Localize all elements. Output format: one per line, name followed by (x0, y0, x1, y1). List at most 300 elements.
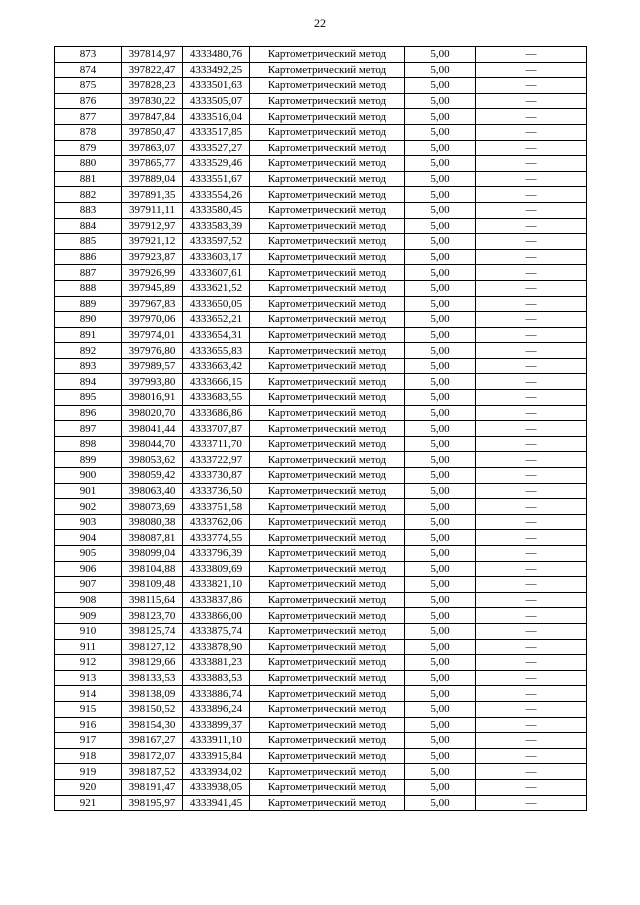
method-cell: Картометрический метод (250, 530, 405, 546)
method-cell: Картометрический метод (250, 312, 405, 328)
description-cell: — (476, 764, 587, 780)
table-row (55, 234, 587, 250)
description-cell: — (476, 483, 587, 499)
precision-cell: 5,00 (405, 312, 476, 328)
y-coordinate-cell: 4333603,17 (183, 249, 250, 265)
description-cell: — (476, 171, 587, 187)
table-row (55, 140, 587, 156)
table-row (55, 748, 587, 764)
y-coordinate-cell: 4333597,52 (183, 234, 250, 250)
description-cell: — (476, 93, 587, 109)
y-coordinate-cell: 4333837,86 (183, 592, 250, 608)
table-row (55, 156, 587, 172)
x-coordinate-cell: 398016,91 (122, 390, 183, 406)
method-cell: Картометрический метод (250, 202, 405, 218)
point-number-cell: 892 (55, 343, 122, 359)
description-cell: — (476, 280, 587, 296)
y-coordinate-cell: 4333527,27 (183, 140, 250, 156)
method-cell: Картометрический метод (250, 234, 405, 250)
table-row (55, 436, 587, 452)
table-row (55, 202, 587, 218)
x-coordinate-cell: 398073,69 (122, 499, 183, 515)
method-cell: Картометрический метод (250, 546, 405, 562)
x-coordinate-cell: 397989,57 (122, 358, 183, 374)
point-number-cell: 910 (55, 623, 122, 639)
description-cell: — (476, 733, 587, 749)
precision-cell: 5,00 (405, 296, 476, 312)
coordinates-table (54, 46, 587, 811)
point-number-cell: 916 (55, 717, 122, 733)
table-row (55, 577, 587, 593)
method-cell: Картометрический метод (250, 374, 405, 390)
y-coordinate-cell: 4333501,63 (183, 78, 250, 94)
precision-cell: 5,00 (405, 374, 476, 390)
y-coordinate-cell: 4333711,70 (183, 436, 250, 452)
table-row (55, 483, 587, 499)
x-coordinate-cell: 398195,97 (122, 795, 183, 811)
point-number-cell: 899 (55, 452, 122, 468)
precision-cell: 5,00 (405, 717, 476, 733)
precision-cell: 5,00 (405, 62, 476, 78)
point-number-cell: 897 (55, 421, 122, 437)
point-number-cell: 883 (55, 202, 122, 218)
x-coordinate-cell: 398172,07 (122, 748, 183, 764)
description-cell: — (476, 795, 587, 811)
x-coordinate-cell: 398150,52 (122, 701, 183, 717)
x-coordinate-cell: 398129,66 (122, 655, 183, 671)
y-coordinate-cell: 4333650,05 (183, 296, 250, 312)
description-cell: — (476, 312, 587, 328)
point-number-cell: 903 (55, 514, 122, 530)
x-coordinate-cell: 397970,06 (122, 312, 183, 328)
method-cell: Картометрический метод (250, 171, 405, 187)
point-number-cell: 915 (55, 701, 122, 717)
table-row (55, 343, 587, 359)
description-cell: — (476, 748, 587, 764)
x-coordinate-cell: 398020,70 (122, 405, 183, 421)
precision-cell: 5,00 (405, 218, 476, 234)
precision-cell: 5,00 (405, 514, 476, 530)
method-cell: Картометрический метод (250, 655, 405, 671)
method-cell: Картометрический метод (250, 156, 405, 172)
description-cell: — (476, 639, 587, 655)
description-cell: — (476, 327, 587, 343)
y-coordinate-cell: 4333866,00 (183, 608, 250, 624)
table-row (55, 47, 587, 63)
table-row (55, 468, 587, 484)
point-number-cell: 895 (55, 390, 122, 406)
table-row (55, 78, 587, 94)
point-number-cell: 907 (55, 577, 122, 593)
description-cell: — (476, 62, 587, 78)
table-row (55, 655, 587, 671)
description-cell: — (476, 561, 587, 577)
precision-cell: 5,00 (405, 546, 476, 562)
table-row (55, 623, 587, 639)
y-coordinate-cell: 4333529,46 (183, 156, 250, 172)
point-number-cell: 890 (55, 312, 122, 328)
x-coordinate-cell: 397923,87 (122, 249, 183, 265)
precision-cell: 5,00 (405, 156, 476, 172)
table-row (55, 312, 587, 328)
x-coordinate-cell: 397847,84 (122, 109, 183, 125)
method-cell: Картометрический метод (250, 327, 405, 343)
precision-cell: 5,00 (405, 530, 476, 546)
method-cell: Картометрический метод (250, 280, 405, 296)
point-number-cell: 878 (55, 124, 122, 140)
description-cell: — (476, 701, 587, 717)
table-row (55, 514, 587, 530)
precision-cell: 5,00 (405, 452, 476, 468)
description-cell: — (476, 499, 587, 515)
y-coordinate-cell: 4333654,31 (183, 327, 250, 343)
x-coordinate-cell: 398154,30 (122, 717, 183, 733)
method-cell: Картометрический метод (250, 78, 405, 94)
x-coordinate-cell: 398044,70 (122, 436, 183, 452)
description-cell: — (476, 623, 587, 639)
x-coordinate-cell: 397863,07 (122, 140, 183, 156)
point-number-cell: 919 (55, 764, 122, 780)
y-coordinate-cell: 4333875,74 (183, 623, 250, 639)
point-number-cell: 905 (55, 546, 122, 562)
description-cell: — (476, 577, 587, 593)
method-cell: Картометрический метод (250, 701, 405, 717)
x-coordinate-cell: 397945,89 (122, 280, 183, 296)
description-cell: — (476, 530, 587, 546)
point-number-cell: 912 (55, 655, 122, 671)
description-cell: — (476, 779, 587, 795)
table-row (55, 764, 587, 780)
table-row (55, 717, 587, 733)
method-cell: Картометрический метод (250, 343, 405, 359)
table-row (55, 686, 587, 702)
point-number-cell: 901 (55, 483, 122, 499)
description-cell: — (476, 717, 587, 733)
table-row (55, 421, 587, 437)
y-coordinate-cell: 4333896,24 (183, 701, 250, 717)
precision-cell: 5,00 (405, 187, 476, 203)
point-number-cell: 911 (55, 639, 122, 655)
table-row (55, 124, 587, 140)
method-cell: Картометрический метод (250, 639, 405, 655)
description-cell: — (476, 421, 587, 437)
table-row (55, 374, 587, 390)
precision-cell: 5,00 (405, 623, 476, 639)
method-cell: Картометрический метод (250, 483, 405, 499)
coordinates-table-body (55, 47, 587, 811)
table-row (55, 405, 587, 421)
x-coordinate-cell: 398109,48 (122, 577, 183, 593)
x-coordinate-cell: 397926,99 (122, 265, 183, 281)
point-number-cell: 920 (55, 779, 122, 795)
y-coordinate-cell: 4333607,61 (183, 265, 250, 281)
method-cell: Картометрический метод (250, 390, 405, 406)
y-coordinate-cell: 4333663,42 (183, 358, 250, 374)
point-number-cell: 874 (55, 62, 122, 78)
precision-cell: 5,00 (405, 795, 476, 811)
method-cell: Картометрический метод (250, 733, 405, 749)
precision-cell: 5,00 (405, 390, 476, 406)
table-row (55, 327, 587, 343)
x-coordinate-cell: 398099,04 (122, 546, 183, 562)
precision-cell: 5,00 (405, 436, 476, 452)
x-coordinate-cell: 397976,80 (122, 343, 183, 359)
x-coordinate-cell: 398087,81 (122, 530, 183, 546)
precision-cell: 5,00 (405, 47, 476, 63)
x-coordinate-cell: 398127,12 (122, 639, 183, 655)
y-coordinate-cell: 4333666,15 (183, 374, 250, 390)
point-number-cell: 875 (55, 78, 122, 94)
y-coordinate-cell: 4333886,74 (183, 686, 250, 702)
precision-cell: 5,00 (405, 358, 476, 374)
table-row (55, 62, 587, 78)
y-coordinate-cell: 4333580,45 (183, 202, 250, 218)
y-coordinate-cell: 4333621,52 (183, 280, 250, 296)
method-cell: Картометрический метод (250, 468, 405, 484)
description-cell: — (476, 405, 587, 421)
description-cell: — (476, 249, 587, 265)
description-cell: — (476, 358, 587, 374)
method-cell: Картометрический метод (250, 265, 405, 281)
description-cell: — (476, 47, 587, 63)
x-coordinate-cell: 398104,88 (122, 561, 183, 577)
y-coordinate-cell: 4333821,10 (183, 577, 250, 593)
precision-cell: 5,00 (405, 733, 476, 749)
y-coordinate-cell: 4333762,06 (183, 514, 250, 530)
y-coordinate-cell: 4333809,69 (183, 561, 250, 577)
table-row (55, 390, 587, 406)
x-coordinate-cell: 397814,97 (122, 47, 183, 63)
method-cell: Картометрический метод (250, 795, 405, 811)
precision-cell: 5,00 (405, 109, 476, 125)
y-coordinate-cell: 4333878,90 (183, 639, 250, 655)
x-coordinate-cell: 397993,80 (122, 374, 183, 390)
x-coordinate-cell: 398115,64 (122, 592, 183, 608)
table-row (55, 701, 587, 717)
y-coordinate-cell: 4333707,87 (183, 421, 250, 437)
method-cell: Картометрический метод (250, 608, 405, 624)
table-row (55, 93, 587, 109)
y-coordinate-cell: 4333516,04 (183, 109, 250, 125)
x-coordinate-cell: 398125,74 (122, 623, 183, 639)
y-coordinate-cell: 4333730,87 (183, 468, 250, 484)
method-cell: Картометрический метод (250, 452, 405, 468)
method-cell: Картометрический метод (250, 764, 405, 780)
method-cell: Картометрический метод (250, 577, 405, 593)
description-cell: — (476, 592, 587, 608)
table-row (55, 795, 587, 811)
x-coordinate-cell: 398053,62 (122, 452, 183, 468)
table-row (55, 561, 587, 577)
precision-cell: 5,00 (405, 592, 476, 608)
x-coordinate-cell: 397974,01 (122, 327, 183, 343)
y-coordinate-cell: 4333881,23 (183, 655, 250, 671)
description-cell: — (476, 343, 587, 359)
x-coordinate-cell: 398187,52 (122, 764, 183, 780)
y-coordinate-cell: 4333751,58 (183, 499, 250, 515)
y-coordinate-cell: 4333774,55 (183, 530, 250, 546)
description-cell: — (476, 124, 587, 140)
method-cell: Картометрический метод (250, 561, 405, 577)
precision-cell: 5,00 (405, 670, 476, 686)
y-coordinate-cell: 4333722,97 (183, 452, 250, 468)
x-coordinate-cell: 397822,47 (122, 62, 183, 78)
table-row (55, 530, 587, 546)
description-cell: — (476, 234, 587, 250)
description-cell: — (476, 608, 587, 624)
method-cell: Картометрический метод (250, 623, 405, 639)
method-cell: Картометрический метод (250, 124, 405, 140)
precision-cell: 5,00 (405, 124, 476, 140)
x-coordinate-cell: 397912,97 (122, 218, 183, 234)
precision-cell: 5,00 (405, 234, 476, 250)
point-number-cell: 880 (55, 156, 122, 172)
method-cell: Картометрический метод (250, 779, 405, 795)
table-row (55, 296, 587, 312)
x-coordinate-cell: 398133,53 (122, 670, 183, 686)
description-cell: — (476, 468, 587, 484)
table-row (55, 608, 587, 624)
description-cell: — (476, 670, 587, 686)
y-coordinate-cell: 4333583,39 (183, 218, 250, 234)
precision-cell: 5,00 (405, 93, 476, 109)
precision-cell: 5,00 (405, 140, 476, 156)
precision-cell: 5,00 (405, 249, 476, 265)
method-cell: Картометрический метод (250, 140, 405, 156)
x-coordinate-cell: 397828,23 (122, 78, 183, 94)
page-number: 22 (314, 16, 326, 30)
precision-cell: 5,00 (405, 764, 476, 780)
y-coordinate-cell: 4333941,45 (183, 795, 250, 811)
point-number-cell: 918 (55, 748, 122, 764)
method-cell: Картометрический метод (250, 405, 405, 421)
table-row (55, 779, 587, 795)
x-coordinate-cell: 398138,09 (122, 686, 183, 702)
description-cell: — (476, 187, 587, 203)
table-row (55, 733, 587, 749)
precision-cell: 5,00 (405, 78, 476, 94)
point-number-cell: 888 (55, 280, 122, 296)
precision-cell: 5,00 (405, 483, 476, 499)
y-coordinate-cell: 4333899,37 (183, 717, 250, 733)
y-coordinate-cell: 4333652,21 (183, 312, 250, 328)
precision-cell: 5,00 (405, 468, 476, 484)
precision-cell: 5,00 (405, 171, 476, 187)
point-number-cell: 913 (55, 670, 122, 686)
x-coordinate-cell: 398123,70 (122, 608, 183, 624)
y-coordinate-cell: 4333655,83 (183, 343, 250, 359)
point-number-cell: 886 (55, 249, 122, 265)
x-coordinate-cell: 398063,40 (122, 483, 183, 499)
method-cell: Картометрический метод (250, 421, 405, 437)
point-number-cell: 876 (55, 93, 122, 109)
description-cell: — (476, 78, 587, 94)
precision-cell: 5,00 (405, 202, 476, 218)
method-cell: Картометрический метод (250, 686, 405, 702)
table-row (55, 249, 587, 265)
method-cell: Картометрический метод (250, 514, 405, 530)
method-cell: Картометрический метод (250, 109, 405, 125)
x-coordinate-cell: 398041,44 (122, 421, 183, 437)
point-number-cell: 889 (55, 296, 122, 312)
description-cell: — (476, 156, 587, 172)
table-row (55, 358, 587, 374)
y-coordinate-cell: 4333883,53 (183, 670, 250, 686)
point-number-cell: 893 (55, 358, 122, 374)
x-coordinate-cell: 397889,04 (122, 171, 183, 187)
method-cell: Картометрический метод (250, 62, 405, 78)
x-coordinate-cell: 397911,11 (122, 202, 183, 218)
description-cell: — (476, 109, 587, 125)
point-number-cell: 898 (55, 436, 122, 452)
point-number-cell: 902 (55, 499, 122, 515)
description-cell: — (476, 218, 587, 234)
point-number-cell: 894 (55, 374, 122, 390)
point-number-cell: 885 (55, 234, 122, 250)
method-cell: Картометрический метод (250, 592, 405, 608)
point-number-cell: 891 (55, 327, 122, 343)
y-coordinate-cell: 4333505,07 (183, 93, 250, 109)
method-cell: Картометрический метод (250, 717, 405, 733)
point-number-cell: 921 (55, 795, 122, 811)
description-cell: — (476, 655, 587, 671)
y-coordinate-cell: 4333736,50 (183, 483, 250, 499)
point-number-cell: 896 (55, 405, 122, 421)
y-coordinate-cell: 4333480,76 (183, 47, 250, 63)
precision-cell: 5,00 (405, 421, 476, 437)
point-number-cell: 887 (55, 265, 122, 281)
method-cell: Картометрический метод (250, 748, 405, 764)
point-number-cell: 909 (55, 608, 122, 624)
precision-cell: 5,00 (405, 405, 476, 421)
precision-cell: 5,00 (405, 701, 476, 717)
method-cell: Картометрический метод (250, 670, 405, 686)
x-coordinate-cell: 398080,38 (122, 514, 183, 530)
precision-cell: 5,00 (405, 499, 476, 515)
description-cell: — (476, 686, 587, 702)
point-number-cell: 917 (55, 733, 122, 749)
precision-cell: 5,00 (405, 686, 476, 702)
point-number-cell: 904 (55, 530, 122, 546)
precision-cell: 5,00 (405, 655, 476, 671)
point-number-cell: 882 (55, 187, 122, 203)
y-coordinate-cell: 4333915,84 (183, 748, 250, 764)
x-coordinate-cell: 398191,47 (122, 779, 183, 795)
y-coordinate-cell: 4333551,67 (183, 171, 250, 187)
precision-cell: 5,00 (405, 779, 476, 795)
point-number-cell: 914 (55, 686, 122, 702)
x-coordinate-cell: 398167,27 (122, 733, 183, 749)
y-coordinate-cell: 4333492,25 (183, 62, 250, 78)
table-row (55, 171, 587, 187)
method-cell: Картометрический метод (250, 499, 405, 515)
x-coordinate-cell: 397850,47 (122, 124, 183, 140)
point-number-cell: 906 (55, 561, 122, 577)
precision-cell: 5,00 (405, 327, 476, 343)
description-cell: — (476, 452, 587, 468)
precision-cell: 5,00 (405, 639, 476, 655)
table-row (55, 218, 587, 234)
table-row (55, 546, 587, 562)
table-row (55, 592, 587, 608)
description-cell: — (476, 436, 587, 452)
table-row (55, 499, 587, 515)
precision-cell: 5,00 (405, 561, 476, 577)
x-coordinate-cell: 397891,35 (122, 187, 183, 203)
point-number-cell: 881 (55, 171, 122, 187)
precision-cell: 5,00 (405, 265, 476, 281)
y-coordinate-cell: 4333911,10 (183, 733, 250, 749)
